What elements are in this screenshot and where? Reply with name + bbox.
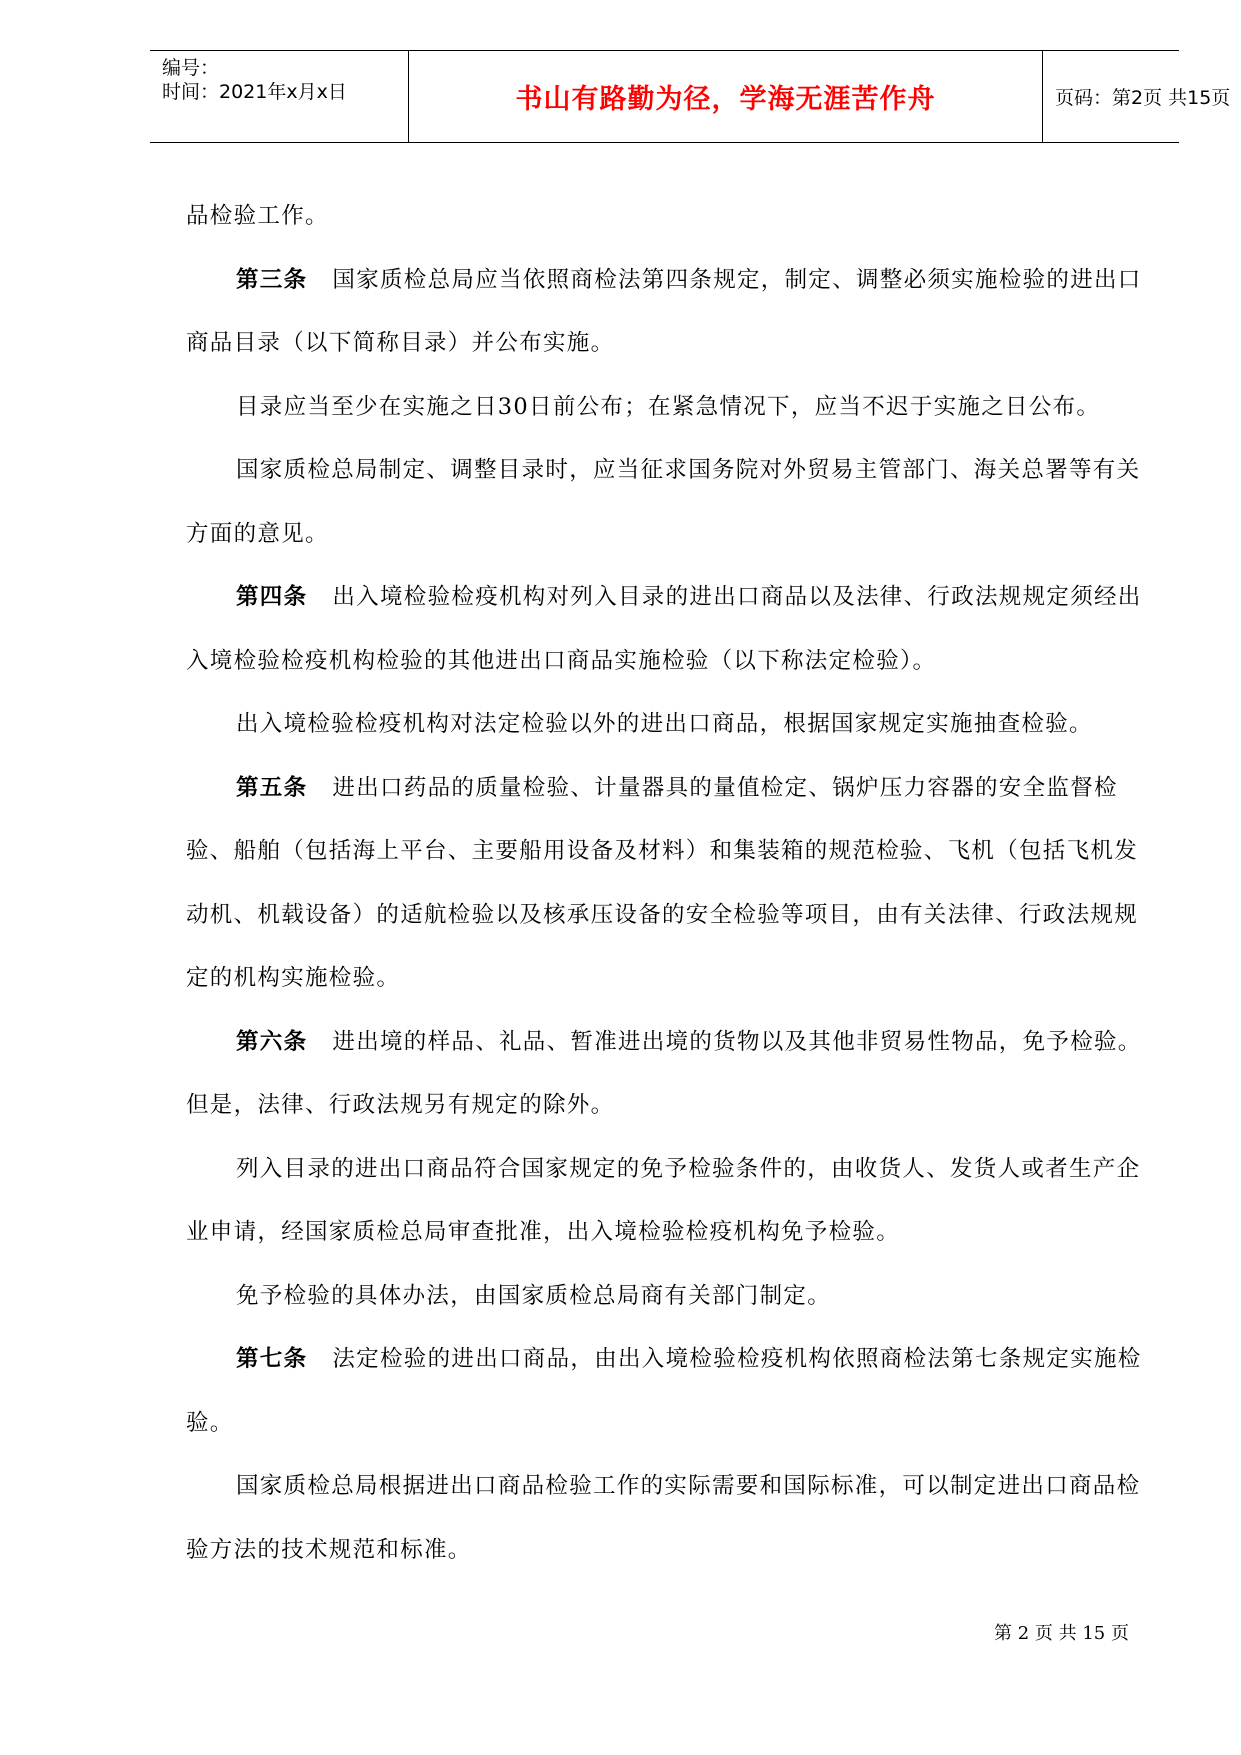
article-paragraph xyxy=(186,1328,1146,1455)
paragraph xyxy=(186,439,1146,566)
paragraph-text: 国家质检总局制定、调整目录时，应当征求国务院对外贸易主管部门、海关总署等有关方面的意见。 xyxy=(186,457,1141,547)
paragraph xyxy=(186,1138,1146,1265)
header-motto-cell xyxy=(409,51,1043,142)
document-number-label: 编号： xyxy=(162,57,220,79)
document-body xyxy=(186,185,1146,1582)
header-motto: 书山有路勤为径，学海无涯苦作舟 xyxy=(515,84,936,115)
article-paragraph xyxy=(186,249,1146,376)
paragraph-text: 国家质检总局根据进出口商品检验工作的实际需要和国际标准，可以制定进出口商品检验方法的技术规范和标准。 xyxy=(186,1473,1141,1563)
paragraph-text: 列入目录的进出口商品符合国家规定的免予检验条件的，由收货人、发货人或者生产企业申请，经国家质检总局审查批准，出入境检验检疫机构免予检验。 xyxy=(186,1155,1141,1245)
article-paragraph xyxy=(186,566,1146,693)
paragraph-text: 法定检验的进出口商品，由出入境检验检疫机构依照商检法第七条规定实施检验。 xyxy=(186,1346,1142,1436)
header-page-info: 页码：第2页 共15页 xyxy=(1055,87,1231,109)
article-paragraph xyxy=(186,757,1146,1011)
paragraph xyxy=(186,376,1146,440)
paragraph-text: 进出境的样品、礼品、暂准进出境的货物以及其他非贸易性物品，免予检验。但是，法律、行政法规另有规定的除外。 xyxy=(186,1028,1142,1118)
paragraph-text: 目录应当至少在实施之日30日前公布；在紧急情况下，应当不迟于实施之日公布。 xyxy=(236,393,1101,420)
document-time: 时间：2021年x月x日 xyxy=(162,81,347,103)
page-footer: 第 2 页 共 15 页 xyxy=(994,1623,1129,1644)
paragraph xyxy=(186,693,1146,757)
header-page-info-cell xyxy=(1043,51,1231,142)
paragraph-text: 国家质检总局应当依照商检法第四条规定，制定、调整必须实施检验的进出口商品目录（以下简称目录）并公布实施。 xyxy=(186,266,1142,356)
article-paragraph xyxy=(186,1011,1146,1138)
article-number: 第六条 xyxy=(236,1028,308,1055)
paragraph-text: 免予检验的具体办法，由国家质检总局商有关部门制定。 xyxy=(236,1282,832,1309)
paragraph-text: 出入境检验检疫机构对法定检验以外的进出口商品，根据国家规定实施抽查检验。 xyxy=(236,711,1093,737)
article-number: 第五条 xyxy=(236,774,308,801)
article-number: 第七条 xyxy=(236,1346,308,1372)
paragraph-text: 品检验工作。 xyxy=(186,203,329,229)
paragraph xyxy=(186,1265,1146,1329)
page-header xyxy=(150,50,1231,143)
paragraph-text: 进出口药品的质量检验、计量器具的量值检定、锅炉压力容器的安全监督检验、船舶（包括海上平台、主要船用设备及材料）和集装箱的规范检验、飞机（包括飞机发动机、机载设备）的适航检验以及核承压设备的安全检验等项目，由有关法律、行政法规规定的机构实施检验。 xyxy=(186,774,1139,991)
paragraph-text: 出入境检验检疫机构对列入目录的进出口商品以及法律、行政法规规定须经出入境检验检疫机构检验的其他进出口商品实施检验（以下称法定检验）。 xyxy=(186,584,1142,674)
paragraph xyxy=(186,1455,1146,1582)
article-number: 第四条 xyxy=(236,584,308,610)
header-meta xyxy=(150,51,409,142)
paragraph xyxy=(186,185,1146,249)
article-number: 第三条 xyxy=(236,266,308,293)
